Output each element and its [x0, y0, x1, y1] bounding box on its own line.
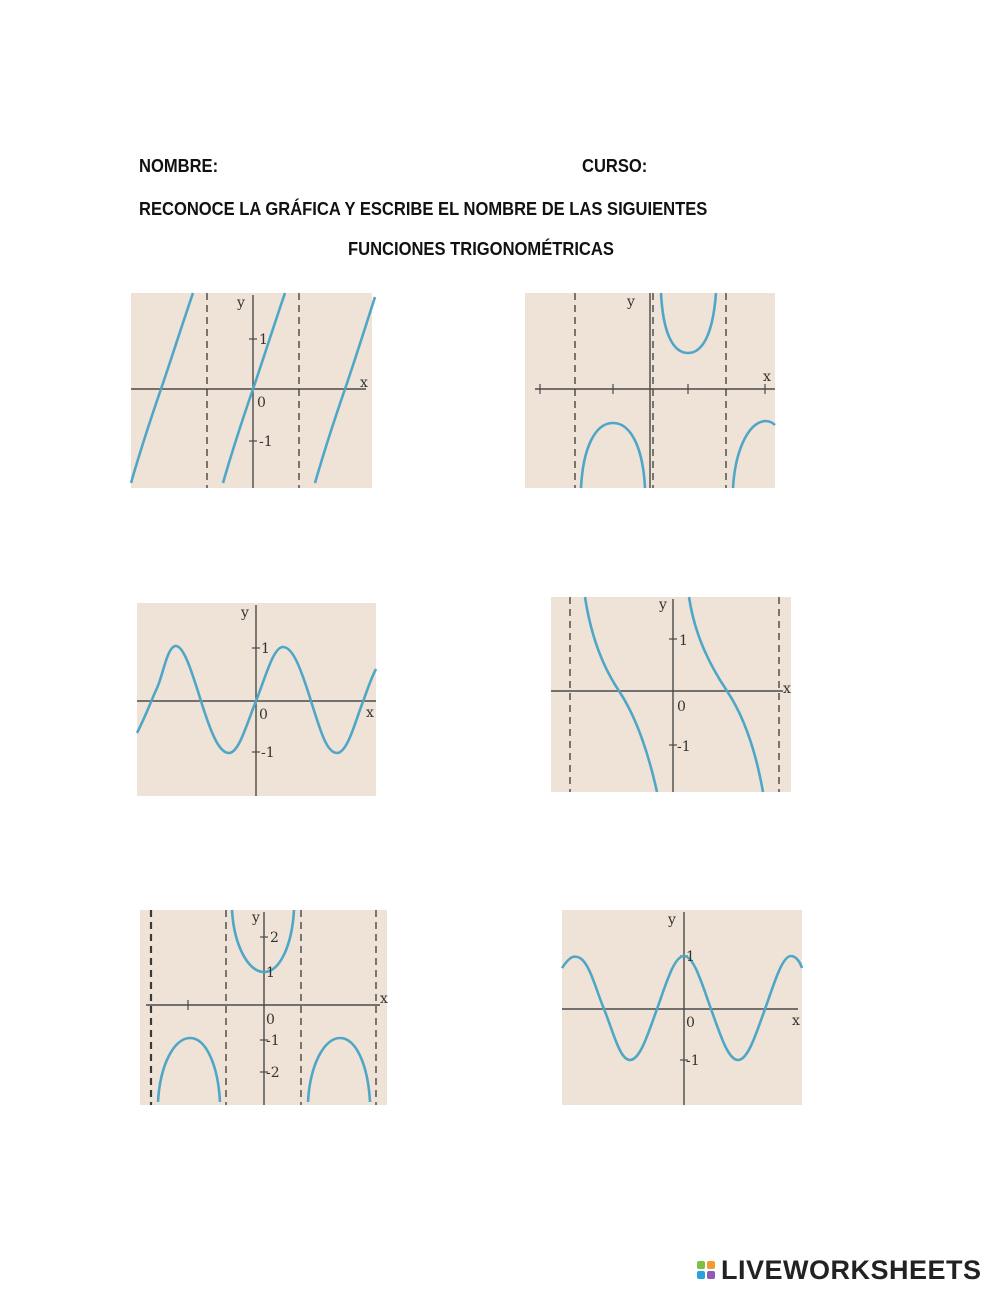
cosecant-branch-down — [581, 423, 645, 488]
secant-branch-down-left — [158, 1038, 220, 1102]
tangent-branch-middle — [223, 293, 285, 483]
secant-branch-down-right — [308, 1038, 370, 1102]
y-axis-label: y — [237, 295, 245, 311]
x-axis-label: x — [366, 705, 374, 721]
tick-label-neg-1: -1 — [266, 1033, 280, 1049]
tick-label-pos: 1 — [679, 633, 688, 649]
origin-label: 0 — [677, 699, 686, 715]
origin-label: 0 — [686, 1015, 695, 1031]
y-axis-label: y — [659, 597, 667, 613]
graph-tangent — [131, 293, 372, 488]
instruction-line-2: FUNCIONES TRIGONOMÉTRICAS — [348, 239, 614, 259]
x-axis-label: x — [360, 375, 368, 391]
y-axis-label: y — [627, 294, 635, 310]
graph-sine — [137, 603, 376, 796]
cosecant-branch-down-right — [733, 421, 775, 488]
nombre-label: NOMBRE: — [139, 156, 219, 176]
x-axis-label: x — [380, 991, 388, 1007]
tick-label-pos: 1 — [259, 332, 268, 348]
tick-label-pos: 1 — [261, 641, 270, 657]
cotangent-branch-left — [585, 597, 657, 792]
tick-label-pos: 1 — [686, 949, 695, 965]
graph-sine-svg — [137, 603, 376, 796]
graph-secant-svg — [140, 910, 387, 1105]
instruction-line-1: RECONOCE LA GRÁFICA Y ESCRIBE EL NOMBRE DE LAS SIGUIENTES — [139, 199, 708, 219]
tangent-branch-left — [131, 293, 193, 483]
graph-secant — [140, 910, 387, 1105]
origin-label: 0 — [257, 395, 266, 411]
tick-label-neg: -1 — [686, 1053, 700, 1069]
origin-label: 0 — [266, 1012, 275, 1028]
graph-cosine — [562, 910, 802, 1105]
cotangent-branch-right — [689, 597, 763, 792]
cosine-curve — [562, 956, 802, 1060]
x-axis-label: x — [783, 681, 791, 697]
graph-cosecant-svg — [525, 293, 775, 488]
tick-label-neg-2: -2 — [266, 1065, 280, 1081]
brand-name: LIVEWORKSHEETS — [721, 1254, 982, 1285]
tick-label-neg: -1 — [261, 745, 275, 761]
logo-mark-icon — [697, 1261, 715, 1279]
secant-branch-up — [232, 910, 294, 972]
origin-label: 0 — [259, 707, 268, 723]
graph-cosecant — [525, 293, 775, 488]
x-axis-label: x — [792, 1013, 800, 1029]
tick-label-2: 2 — [270, 930, 279, 946]
cosecant-branch-up — [661, 293, 716, 353]
graph-tangent-svg — [131, 293, 372, 488]
y-axis-label: y — [252, 910, 260, 926]
tick-label-neg: -1 — [259, 434, 273, 450]
graph-cosine-svg — [562, 910, 802, 1105]
tick-label-1: 1 — [266, 965, 275, 981]
y-axis-label: y — [241, 605, 249, 621]
tick-label-neg: -1 — [677, 739, 691, 755]
x-axis-label: x — [763, 369, 771, 385]
curso-label: CURSO: — [582, 156, 648, 176]
liveworksheets-logo[interactable] — [697, 1255, 982, 1285]
graph-cotangent — [551, 597, 791, 792]
y-axis-label: y — [668, 912, 676, 928]
graph-cotangent-svg — [551, 597, 791, 792]
